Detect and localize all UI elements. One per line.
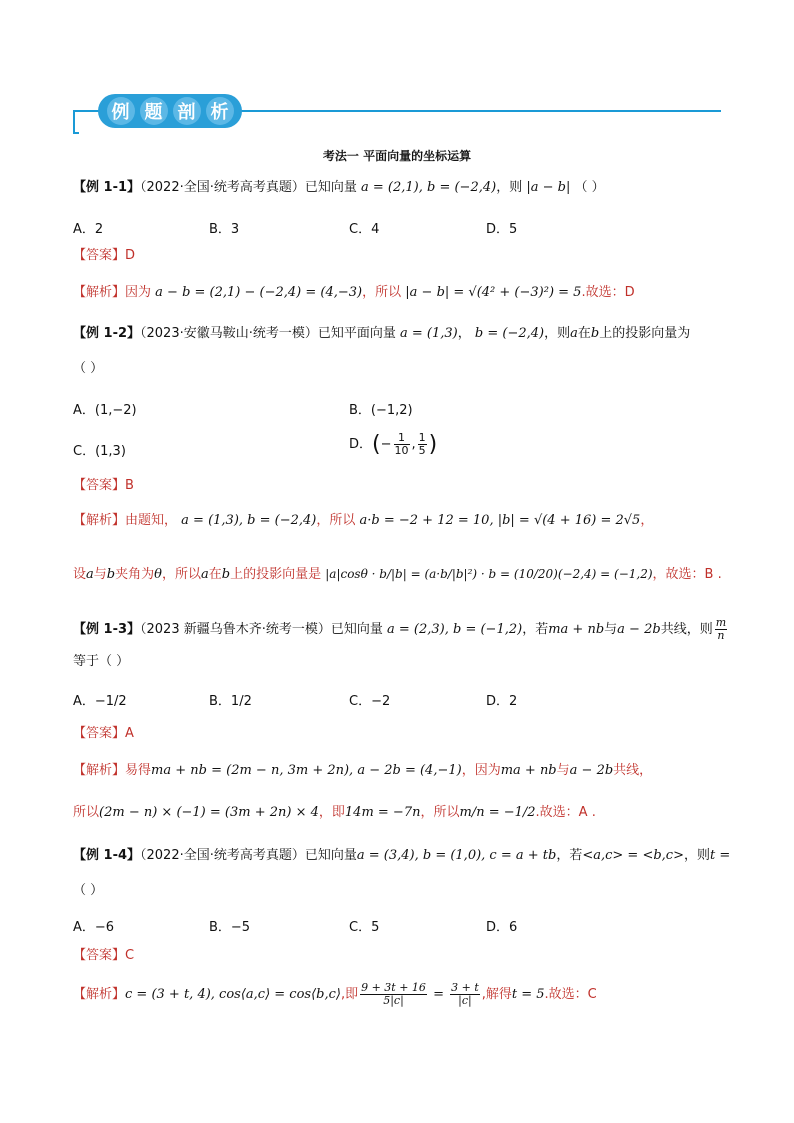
stem-text: 与: [604, 622, 618, 637]
analysis-row: [73, 565, 722, 584]
analysis-text: ，所以: [420, 805, 460, 820]
question-continuation: 等于（ ）: [73, 654, 130, 669]
fraction-denominator: 5: [418, 444, 426, 457]
math-expression: b = (−2,4): [474, 326, 545, 341]
example-tag: 【例 1-3】: [73, 622, 141, 637]
analysis-row: [73, 284, 635, 302]
analysis-text: ,即: [340, 987, 359, 1002]
option-b: B．1/2: [209, 694, 252, 709]
analysis-text: 与: [556, 763, 570, 778]
analysis-text: 设: [73, 567, 87, 582]
answer-blank: （ ）: [574, 180, 605, 195]
math-expression: a: [86, 567, 94, 582]
analysis-row: [73, 512, 653, 530]
banner-char: 题: [140, 97, 168, 125]
banner-char: 剖: [173, 97, 201, 125]
answer-label: 【答案】: [73, 726, 126, 741]
answer-row: [73, 947, 134, 965]
fraction-numerator: 9 + 3t + 16: [361, 981, 426, 994]
math-expression: a = (2,3), b = (−1,2): [387, 622, 523, 637]
option-d: D．6: [486, 920, 518, 935]
math-expression: a = (1,3), b = (−2,4): [181, 513, 317, 528]
option-d: D．(− $\frac{1}{10}$ , $\frac{1}{5}$ ): [349, 431, 438, 457]
math-expression: a − 2b: [569, 763, 614, 778]
analysis-text: ，所以: [161, 567, 201, 582]
answer-blank: （ ）: [73, 361, 104, 376]
section-banner: [98, 94, 242, 128]
example-1-1-stem: [73, 179, 605, 197]
math-expression: a: [570, 326, 578, 341]
analysis-text: 与: [93, 567, 107, 582]
example-tag: 【例 1-1】: [73, 180, 141, 195]
stem-text: ，则: [683, 848, 710, 863]
answer-label: 【答案】: [73, 248, 126, 263]
analysis-text: 夹角为: [115, 567, 155, 582]
math-expression: t = 5: [511, 987, 545, 1002]
example-tag: 【例 1-2】: [73, 326, 141, 341]
analysis-label: 【解析】: [73, 763, 126, 778]
option-d: D．2: [486, 694, 518, 709]
option-a: A．2: [73, 222, 104, 237]
math-expression: <a,c> = <b,c>: [582, 848, 684, 863]
analysis-label: 【解析】: [73, 513, 126, 528]
example-source: （2022·全国·统考高考真题）已知向量: [140, 180, 357, 195]
stem-text: ，则: [544, 326, 571, 341]
stem-text: 上的投影向量为: [599, 326, 691, 341]
option-a: A．(1,−2): [73, 403, 137, 418]
option-b: B．(−1,2): [349, 403, 413, 418]
answer-label: 【答案】: [73, 478, 126, 493]
analysis-row: [73, 762, 652, 780]
example-source: （2023 新疆乌鲁木齐·统考一模）已知向量: [140, 622, 383, 637]
example-1-2-stem: [73, 325, 690, 343]
option-b: B．−5: [209, 920, 251, 935]
analysis-text: ，: [640, 513, 654, 528]
answer-value: C: [125, 948, 135, 963]
answer-row: [73, 725, 134, 743]
analysis-text: 上的投影向量是: [230, 567, 322, 582]
math-expression: =: [428, 987, 449, 1002]
answer-label: 【答案】: [73, 948, 126, 963]
math-expression: b: [221, 567, 231, 582]
example-tag: 【例 1-4】: [73, 848, 141, 863]
math-expression: ma + nb: [548, 622, 605, 637]
analysis-text: ，所以: [316, 513, 356, 528]
example-1-3-stem: [73, 617, 729, 642]
analysis-text: ，因为: [461, 763, 501, 778]
stem-text: 共线，则: [660, 622, 713, 637]
option-c: C．5: [349, 920, 380, 935]
option-b: B．3: [209, 222, 240, 237]
math-expression: ma + nb = (2m − n, 3m + 2n), a − 2b = (4,−1): [151, 763, 462, 778]
analysis-text: 所以: [73, 805, 100, 820]
math-expression: a − 2b: [617, 622, 661, 637]
banner-char: 例: [107, 97, 135, 125]
option-a: A．−1/2: [73, 694, 127, 709]
fraction-denominator: 5|c|: [383, 994, 404, 1007]
example-1-4-stem: [73, 847, 730, 865]
math-expression: a − b = (2,1) − (−2,4) = (4,−3): [155, 285, 363, 300]
stem-text: ，若: [522, 622, 549, 637]
section-title: 考法一 平面向量的坐标运算: [322, 149, 472, 163]
math-expression: 14m = −7n: [344, 805, 421, 820]
banner-corner-foot: [73, 132, 79, 134]
fraction-denominator: 10: [394, 444, 409, 457]
math-expression: a = (2,1), b = (−2,4): [361, 180, 497, 195]
answer-row: [73, 477, 134, 495]
stem-text: ，则: [496, 180, 523, 195]
stem-text: ，: [457, 326, 471, 341]
answer-value: B: [125, 478, 134, 493]
analysis-text: ，所以: [362, 285, 402, 300]
analysis-text: ，故选：B .: [652, 567, 722, 582]
analysis-text: 因为: [125, 285, 152, 300]
analysis-label: 【解析】: [73, 285, 126, 300]
answer-blank: （ ）: [73, 883, 104, 898]
banner-char: 析: [206, 97, 234, 125]
example-source: （2023·安徽马鞍山·统考一模）已知平面向量: [140, 326, 396, 341]
stem-text: ，若: [556, 848, 583, 863]
math-expression: |a − b| = √(4² + (−3)²) = 5: [405, 285, 582, 300]
analysis-text: 由题知，: [125, 513, 178, 528]
banner-corner-left: [73, 110, 75, 134]
math-expression: a = (1,3): [400, 326, 458, 341]
fraction-numerator: 1: [418, 431, 426, 444]
math-expression: θ: [154, 567, 162, 582]
fraction-numerator: 3 + t: [451, 981, 479, 994]
math-expression: t =: [710, 848, 731, 863]
math-expression: ma + nb: [500, 763, 557, 778]
math-expression: |a − b|: [526, 180, 571, 195]
option-d: D．5: [486, 222, 518, 237]
math-expression: b: [106, 567, 116, 582]
option-a: A．−6: [73, 920, 115, 935]
answer-value: A: [125, 726, 134, 741]
analysis-text: ，即: [318, 805, 345, 820]
answer-row: [73, 247, 135, 265]
fraction-numerator: 1: [394, 432, 410, 445]
analysis-row: [73, 804, 596, 822]
math-expression: c = (3 + t, 4), cos⟨a,c⟩ = cos⟨b,c⟩: [125, 987, 341, 1002]
analysis-text: 共线，: [613, 763, 653, 778]
option-c: C．(1,3): [73, 444, 126, 459]
fraction-denominator: |c|: [458, 994, 472, 1007]
analysis-label: 【解析】: [73, 987, 126, 1002]
analysis-row: [73, 982, 597, 1007]
example-source: （2022·全国·统考高考真题）已知向量: [140, 848, 357, 863]
answer-value: D: [125, 248, 136, 263]
math-expression: a = (3,4), b = (1,0), c = a + tb: [356, 848, 557, 863]
math-expression: b: [590, 326, 600, 341]
fraction-numerator: m: [715, 616, 727, 629]
math-expression: |a|cosθ · b/|b| = (a·b/|b|²) · b = (10/20)(−2,4) = (−1,2): [325, 567, 653, 581]
option-c: C．4: [349, 222, 380, 237]
analysis-text: 在: [208, 567, 222, 582]
math-expression: (2m − n) × (−1) = (3m + 2n) × 4: [99, 805, 319, 820]
stem-text: 在: [577, 326, 591, 341]
math-expression: m/n = −1/2: [459, 805, 536, 820]
math-expression: a: [200, 567, 209, 582]
option-label: D．: [349, 437, 373, 452]
math-expression: a·b = −2 + 12 = 10, |b| = √(4 + 16) = 2√5: [359, 513, 641, 528]
analysis-text: 易得: [125, 763, 152, 778]
analysis-text: .故选：C: [544, 987, 597, 1002]
fraction-denominator: n: [717, 629, 725, 642]
analysis-text: ,解得: [481, 987, 512, 1002]
analysis-text: .故选：D: [581, 285, 635, 300]
option-c: C．−2: [349, 694, 391, 709]
analysis-text: .故选：A .: [535, 805, 596, 820]
